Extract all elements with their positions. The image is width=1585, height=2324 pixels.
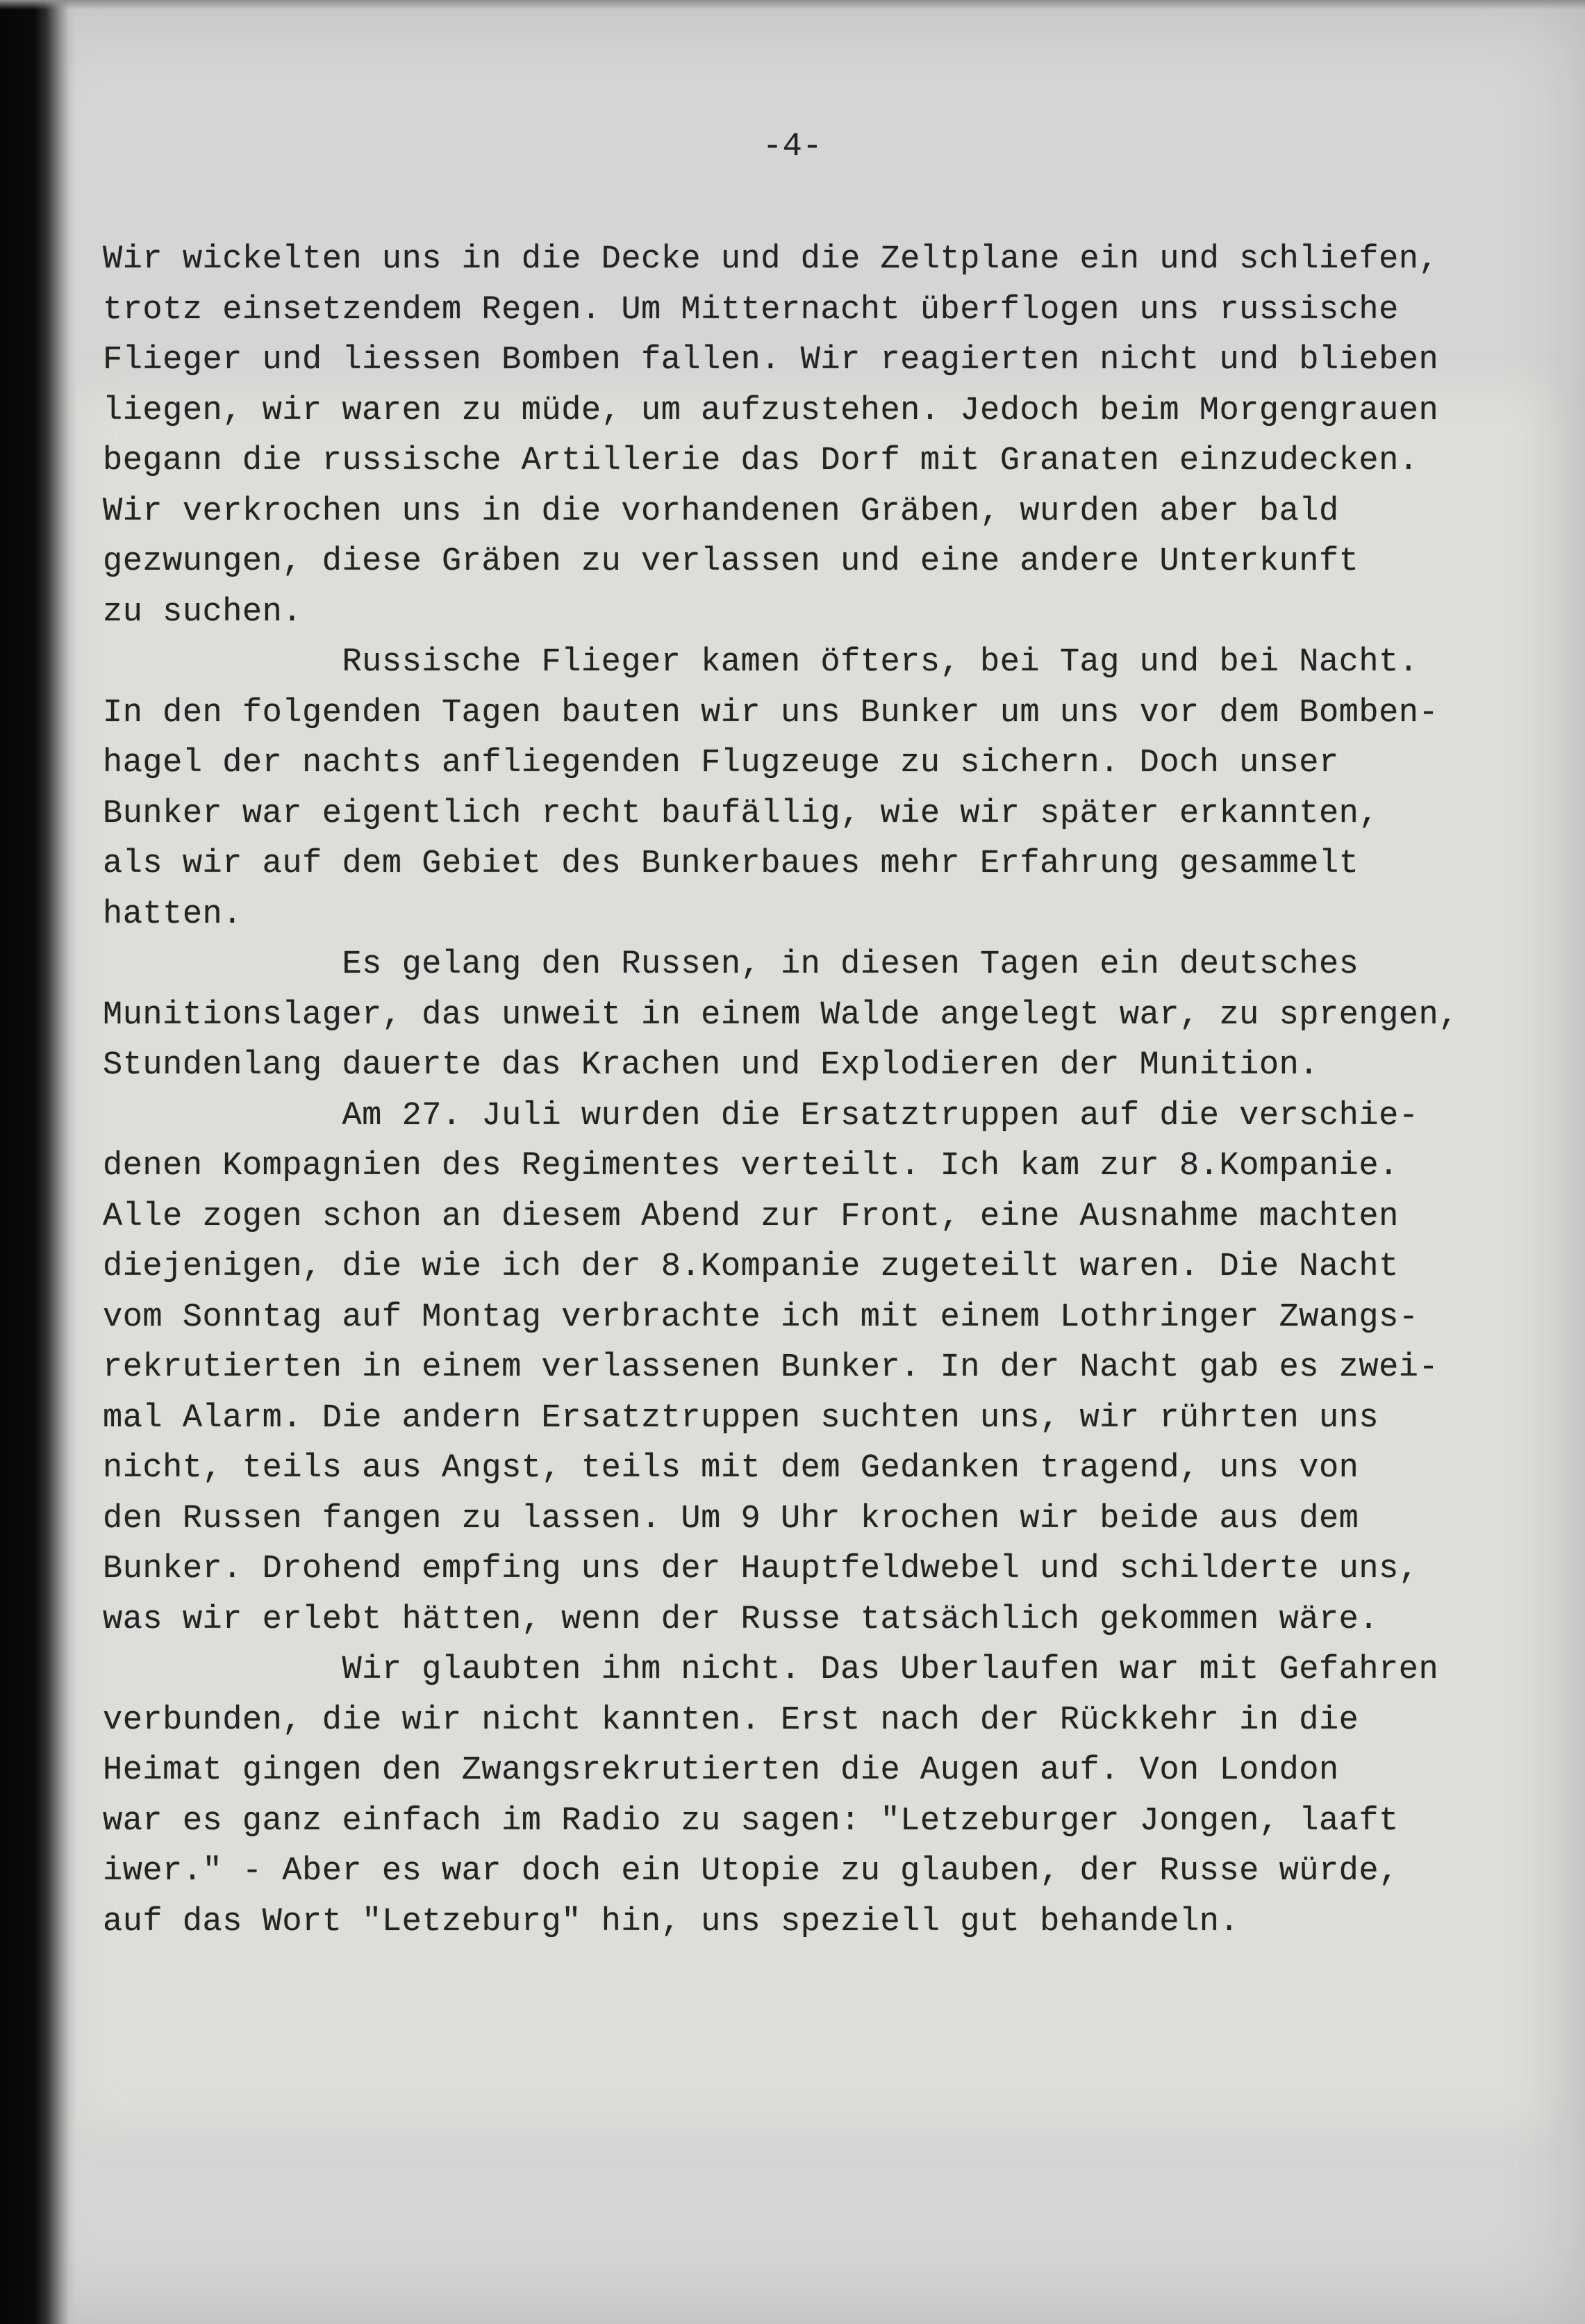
text-line: Alle zogen schon an diesem Abend zur Front, eine Ausnahme machten [103, 1198, 1399, 1235]
text-line: begann die russische Artillerie das Dorf mit Granaten einzudecken. [103, 443, 1419, 479]
text-line: Stundenlang dauerte das Krachen und Explodieren der Munition. [103, 1047, 1319, 1084]
text-line: Wir glaubten ihm nicht. Das Uberlaufen war mit Gefahren [103, 1651, 1439, 1688]
text-line: Wir verkrochen uns in die vorhandenen Gräben, wurden aber bald [103, 493, 1339, 530]
page-number: -4- [762, 129, 823, 165]
paragraph [103, 1091, 1492, 1646]
text-line: mal Alarm. Die andern Ersatztruppen suchten uns, wir rührten uns [103, 1399, 1379, 1437]
text-line: gezwungen, diese Gräben zu verlassen und eine andere Unterkunft [103, 543, 1359, 580]
paragraph [103, 1645, 1492, 1947]
text-line: als wir auf dem Gebiet des Bunkerbaues mehr Erfahrung gesammelt [103, 846, 1359, 882]
text-line: war es ganz einfach im Radio zu sagen: "Letzeburger Jongen, laaft [103, 1802, 1399, 1840]
text-line: vom Sonntag auf Montag verbrachte ich mit einem Lothringer Zwangs- [103, 1299, 1419, 1336]
text-line: hagel der nachts anfliegenden Flugzeuge zu sichern. Doch unser [103, 745, 1339, 782]
text-line: rekrutierten in einem verlassenen Bunker. In der Nacht gab es zwei- [103, 1349, 1439, 1386]
text-line: Munitionslager, das unweit in einem Walde angelegt war, zu sprengen, [103, 996, 1459, 1034]
text-line: nicht, teils aus Angst, teils mit dem Gedanken tragend, uns von [103, 1450, 1359, 1487]
text-line: was wir erlebt hätten, wenn der Russe tatsächlich gekommen wäre. [103, 1601, 1379, 1638]
paragraph [103, 940, 1492, 1091]
binding-edge-shadow [0, 0, 76, 2324]
text-line: verbunden, die wir nicht kannten. Erst nach der Rückkehr in die [103, 1701, 1359, 1739]
text-line: auf das Wort "Letzeburg" hin, uns speziell gut behandeln. [103, 1903, 1240, 1940]
text-line: denen Kompagnien des Regimentes verteilt. Ich kam zur 8.Kompanie. [103, 1148, 1399, 1185]
text-line: hatten. [103, 896, 242, 933]
text-line: liegen, wir waren zu müde, um aufzustehen. Jedoch beim Morgengrauen [103, 392, 1439, 429]
paragraph [103, 638, 1492, 940]
scan-top-edge-shadow [0, 0, 1585, 10]
text-line: In den folgenden Tagen bauten wir uns Bunker um uns vor dem Bomben- [103, 694, 1439, 732]
text-line: iwer." - Aber es war doch ein Utopie zu glauben, der Russe würde, [103, 1853, 1399, 1890]
text-line: zu suchen. [103, 593, 303, 631]
text-line: Heimat gingen den Zwangsrekrutierten die Augen auf. Von London [103, 1752, 1339, 1789]
paragraph [103, 235, 1492, 638]
text-line: Wir wickelten uns in die Decke und die Zeltplane ein und schliefen, [103, 241, 1439, 278]
text-line: Bunker. Drohend empfing uns der Hauptfeldwebel und schilderte uns, [103, 1551, 1419, 1588]
text-line: Flieger und liessen Bomben fallen. Wir reagierten nicht und blieben [103, 342, 1439, 379]
text-line: Russische Flieger kamen öfters, bei Tag und bei Nacht. [103, 644, 1419, 681]
text-block [103, 235, 1492, 1947]
text-line: Bunker war eigentlich recht baufällig, wie wir später erkannten, [103, 795, 1379, 832]
text-line: diejenigen, die wie ich der 8.Kompanie zugeteilt waren. Die Nacht [103, 1248, 1399, 1285]
text-line: Am 27. Juli wurden die Ersatztruppen auf die verschie- [103, 1097, 1419, 1135]
text-line: den Russen fangen zu lassen. Um 9 Uhr krochen wir beide aus dem [103, 1500, 1359, 1538]
text-line: trotz einsetzendem Regen. Um Mitternacht überflogen uns russische [103, 291, 1399, 329]
text-line: Es gelang den Russen, in diesen Tagen ein deutsches [103, 946, 1359, 983]
